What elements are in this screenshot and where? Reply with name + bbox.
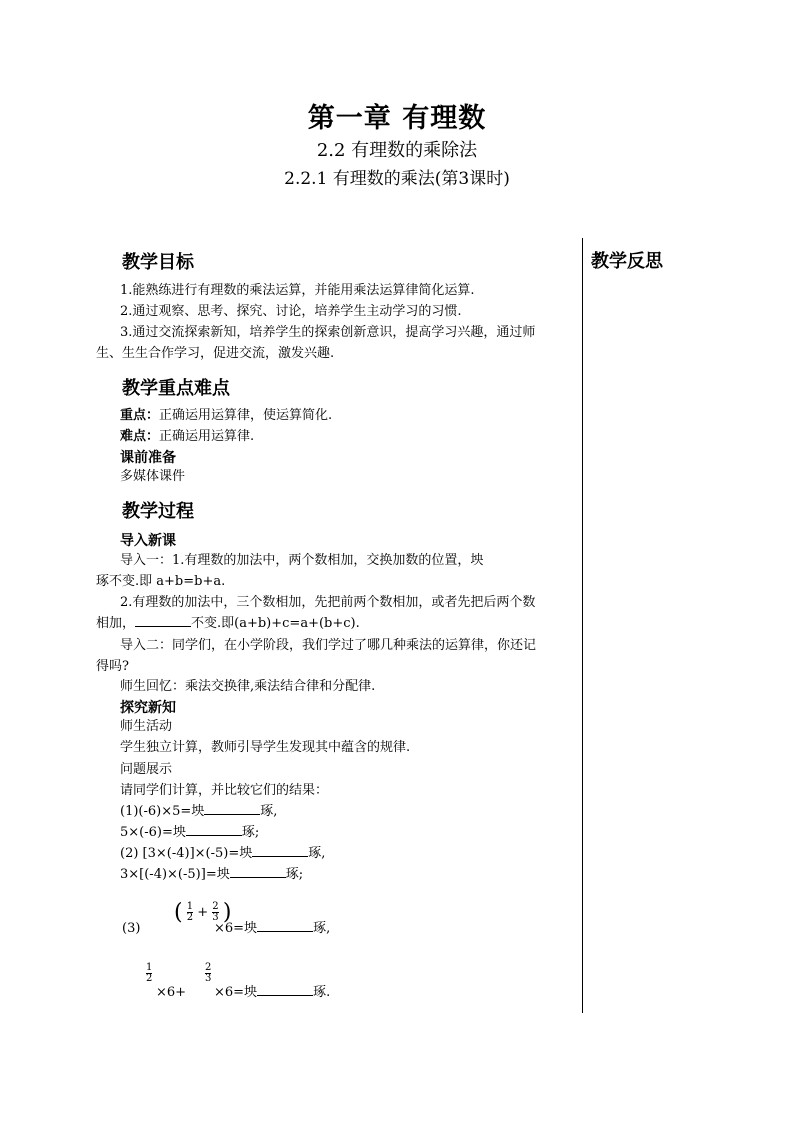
answer-blank [252, 844, 308, 857]
question-1a-end: 琢, [260, 804, 278, 819]
question-1b-text: 5×(-6)=坱 [120, 825, 186, 840]
question-2b-text: 3×[(-4)×(-5)]=坱 [120, 867, 230, 882]
intro3-line1: 导入二：同学们，在小学阶段，我们学过了哪几种乘法的运算律，你还记 [120, 638, 537, 653]
reflection-heading: 教学反思 [591, 251, 663, 272]
answer-blank [204, 802, 260, 815]
focus-text: 正确运用运算律，使运算简化. [159, 408, 333, 423]
prep-heading: 课前准备 [120, 450, 176, 466]
show-label: 问题展示 [120, 762, 173, 777]
keypoints-heading: 教学重点难点 [122, 378, 230, 399]
section-title: 2.2 有理数的乘除法 [316, 140, 478, 161]
prep-text: 多媒体课件 [120, 469, 186, 484]
objectives-heading: 教学目标 [122, 252, 194, 273]
ask-text: 请同学们计算，并比较它们的结果： [120, 783, 329, 798]
plus-sign: + [197, 905, 209, 920]
question-4-rest [214, 983, 330, 1003]
objective-item: 生、生生合作学习，促进交流，激发兴趣. [96, 346, 335, 361]
fraction-denominator: 3 [212, 912, 219, 923]
question-2b-end: 琢; [285, 867, 304, 882]
fraction [146, 963, 152, 984]
question-4-text: ×6=坱 [214, 985, 258, 1000]
fraction-denominator: 2 [186, 912, 194, 923]
question-4-frac1 [146, 963, 152, 984]
difficulty-label: 难点： [120, 429, 160, 444]
objective-item: 2.通过观察、思考、探究、讨论，培养学生主动学习的习惯. [120, 304, 462, 319]
recall-text: 师生回忆：乘法交换律,乘法结合律和分配律. [120, 679, 376, 694]
answer-blank [186, 823, 242, 836]
intro3-line2: 得吗? [96, 659, 129, 674]
intro1-line2: 琢不变.即 a+b=b+a. [96, 574, 226, 589]
fraction-numerator: 2 [212, 901, 219, 912]
question-4-frac2 [205, 963, 211, 984]
focus-label: 重点： [120, 408, 160, 423]
intro2-line2 [96, 614, 360, 634]
answer-blank [257, 919, 313, 932]
intro2-pre: 相加， [96, 616, 136, 631]
question-4-end: 琢. [313, 985, 331, 1000]
fraction-numerator: 1 [186, 901, 194, 912]
question-2a-end: 琢, [308, 846, 326, 861]
difficulty-line [120, 427, 254, 447]
question-2a-text: (2) [3×(-4)]×(-5)=坱 [120, 846, 253, 861]
fraction-denominator: 3 [205, 973, 212, 984]
left-paren: ( [174, 900, 183, 925]
answer-blank [135, 614, 191, 627]
answer-blank [230, 865, 286, 878]
lesson-title: 2.2.1 有理数的乘法(第3课时) [284, 169, 510, 189]
activity-text: 学生独立计算，教师引导学生发现其中蕴含的规律. [120, 740, 411, 755]
intro-heading: 导入新课 [120, 533, 176, 549]
column-divider [582, 238, 583, 1013]
objective-item: 1.能熟练进行有理数的乘法运算，并能用乘法运算律简化运算. [120, 283, 475, 298]
fraction-denominator: 2 [146, 973, 153, 984]
question-1b [120, 823, 259, 843]
process-heading: 教学过程 [122, 501, 194, 522]
activity-label: 师生活动 [120, 719, 173, 734]
question-3-rest [214, 919, 330, 939]
question-1b-end: 琢; [241, 825, 260, 840]
explore-heading: 探究新知 [120, 700, 176, 716]
focus-line [120, 406, 332, 426]
right-paren: ) [222, 900, 232, 925]
intro1-line1 [120, 551, 483, 571]
question-3-text: ×6=坱 [214, 921, 258, 936]
answer-blank [257, 983, 313, 996]
fraction [205, 963, 211, 984]
difficulty-text: 正确运用运算律. [159, 429, 255, 444]
chapter-title: 第一章 有理数 [307, 103, 487, 134]
question-3-end: 琢, [313, 921, 331, 936]
intro2-line1: 2.有理数的加法中，三个数相加，先把前两个数相加，或者先把后两个数 [120, 595, 536, 610]
fraction [187, 902, 193, 923]
question-2b [120, 865, 303, 885]
intro2-post: 不变.即(a+b)+c=a+(b+c). [191, 616, 360, 631]
question-4-mid: ×6+ [156, 985, 187, 1000]
question-1a [120, 802, 277, 822]
question-1a-text: (1)(-6)×5=坱 [120, 804, 205, 819]
question-2a [120, 844, 325, 864]
intro1-text: 导入一：1.有理数的加法中，两个数相加，交换加数的位置， [120, 553, 471, 568]
fraction-numerator: 2 [205, 962, 212, 973]
intro1-glyph: 坱 [470, 553, 484, 568]
objective-item: 3.通过交流探索新知，培养学生的探索创新意识，提高学习兴趣，通过师 [120, 325, 536, 340]
fraction-numerator: 1 [146, 962, 153, 973]
question-3-label: (3) [122, 921, 141, 936]
